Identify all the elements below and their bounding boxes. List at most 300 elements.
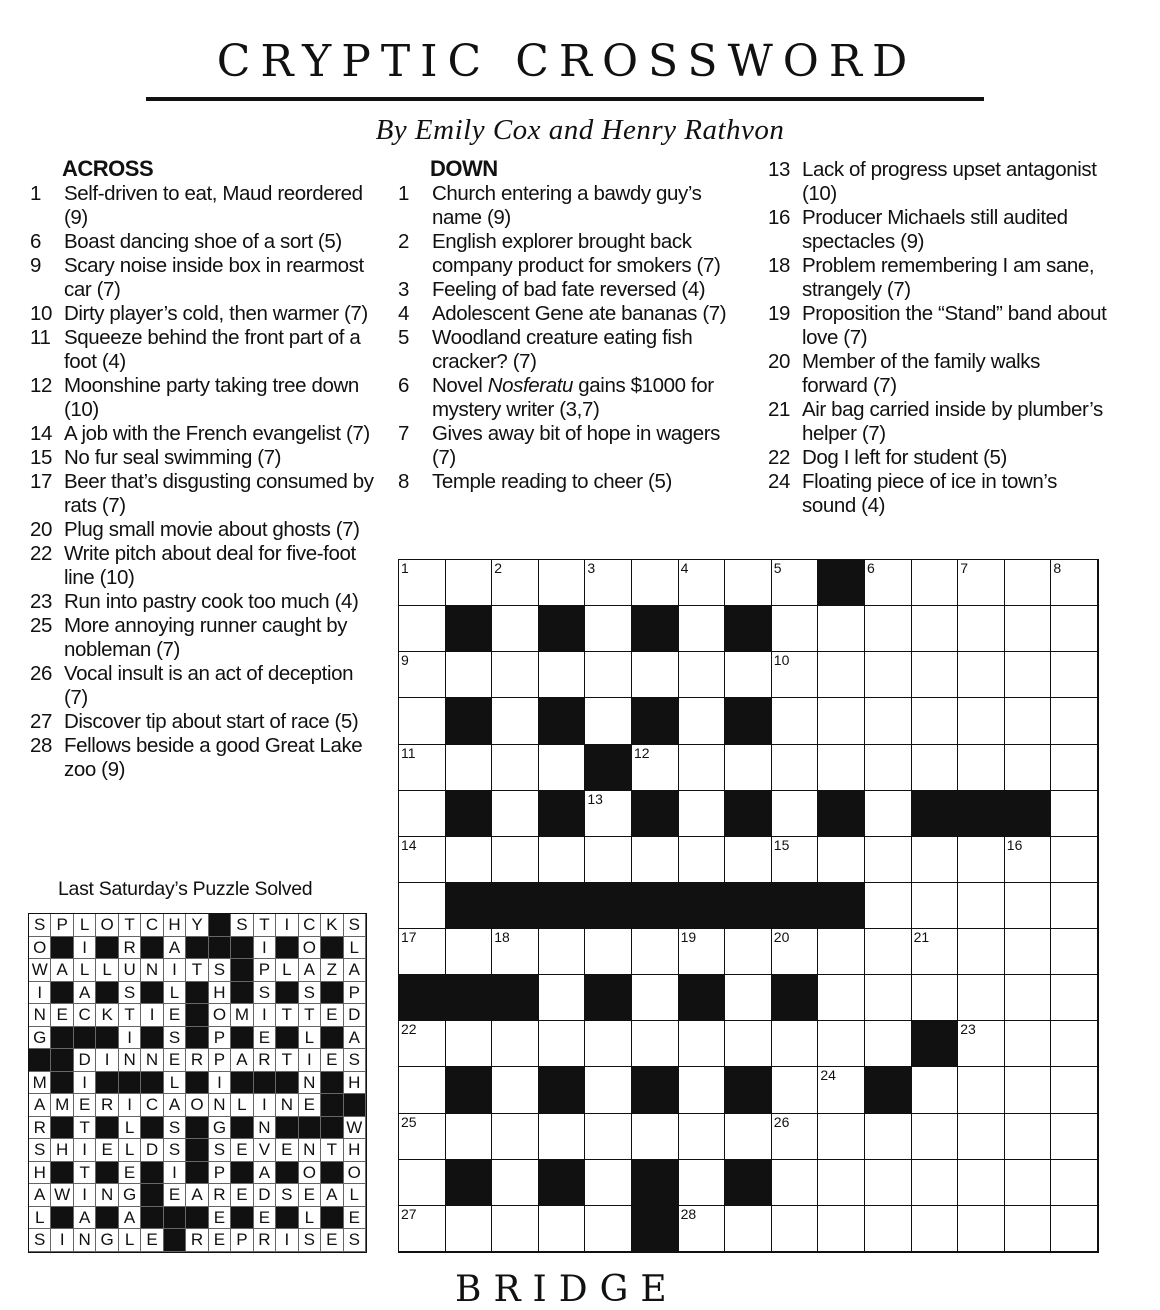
- grid-cell[interactable]: [446, 837, 493, 883]
- grid-cell[interactable]: [912, 1206, 959, 1252]
- down-clues: [398, 182, 738, 494]
- grid-cell[interactable]: [539, 1021, 586, 1067]
- grid-cell[interactable]: [399, 606, 446, 652]
- grid-cell[interactable]: [958, 975, 1005, 1021]
- grid-cell[interactable]: [818, 929, 865, 975]
- grid-cell[interactable]: [679, 1021, 726, 1067]
- solved-letter: A: [299, 959, 321, 982]
- byline: By Emily Cox and Henry Rathvon: [375, 114, 785, 146]
- grid-cell[interactable]: [446, 929, 493, 975]
- grid-cell[interactable]: [1005, 745, 1052, 791]
- solved-letter: L: [119, 1229, 141, 1252]
- solved-letter: O: [299, 937, 321, 960]
- grid-cell[interactable]: [865, 1206, 912, 1252]
- solved-letter: E: [141, 1229, 163, 1252]
- grid-cell[interactable]: [725, 652, 772, 698]
- grid-cell[interactable]: [865, 1114, 912, 1160]
- grid-cell[interactable]: [585, 1206, 632, 1252]
- grid-cell[interactable]: [446, 1206, 493, 1252]
- solved-letter: A: [231, 1049, 253, 1072]
- grid-cell[interactable]: [772, 560, 819, 606]
- clue-text: Beer that’s disgusting consumed by rats (7): [64, 470, 374, 517]
- grid-cell[interactable]: [1005, 1206, 1052, 1252]
- clue-text: Lack of progress upset antagonist (10): [802, 158, 1097, 205]
- grid-cell[interactable]: [1051, 1067, 1098, 1113]
- solved-block: [321, 1162, 343, 1185]
- grid-cell[interactable]: [912, 883, 959, 929]
- grid-cell[interactable]: [958, 883, 1005, 929]
- grid-cell[interactable]: [912, 560, 959, 606]
- clue-text: Fellows beside a good Great Lake zoo (9): [64, 734, 363, 781]
- solved-letter: T: [254, 914, 276, 937]
- solved-block: [141, 1184, 163, 1207]
- clue-item: [398, 470, 738, 494]
- grid-cell[interactable]: [958, 1114, 1005, 1160]
- solved-letter: W: [51, 1184, 73, 1207]
- grid-cell[interactable]: [679, 698, 726, 744]
- grid-cell[interactable]: [958, 1206, 1005, 1252]
- grid-cell[interactable]: [1051, 791, 1098, 837]
- grid-cell[interactable]: [818, 606, 865, 652]
- clue-item: [768, 350, 1108, 398]
- clue-item: [30, 470, 375, 518]
- clue-text: Vocal insult is an act of deception (7): [64, 662, 354, 709]
- grid-cell[interactable]: [1051, 975, 1098, 1021]
- solved-block: [51, 1072, 73, 1095]
- grid-cell[interactable]: [399, 1021, 446, 1067]
- solved-letter: O: [209, 1004, 231, 1027]
- solved-block: [96, 1072, 118, 1095]
- grid-cell[interactable]: [865, 606, 912, 652]
- grid-cell[interactable]: [446, 1114, 493, 1160]
- grid-cell[interactable]: [772, 1206, 819, 1252]
- cell-number: 28: [680, 1205, 697, 1222]
- grid-cell[interactable]: [865, 652, 912, 698]
- grid-block: [725, 1160, 772, 1206]
- grid-cell[interactable]: [492, 560, 539, 606]
- grid-cell[interactable]: [725, 1021, 772, 1067]
- grid-cell[interactable]: [585, 1067, 632, 1113]
- clue-text: Air bag carried inside by plumber’s helper (7): [802, 398, 1103, 445]
- solved-letter: S: [119, 982, 141, 1005]
- grid-cell[interactable]: [958, 929, 1005, 975]
- cell-number: 27: [401, 1205, 417, 1222]
- grid-cell[interactable]: [772, 837, 819, 883]
- grid-cell[interactable]: [539, 929, 586, 975]
- solved-letter: T: [276, 1049, 298, 1072]
- grid-cell[interactable]: [492, 929, 539, 975]
- solved-block: [276, 1027, 298, 1050]
- solved-letter: K: [96, 1004, 118, 1027]
- grid-block: [632, 791, 679, 837]
- solved-block: [96, 1027, 118, 1050]
- grid-cell[interactable]: [818, 698, 865, 744]
- solved-letter: N: [299, 1139, 321, 1162]
- solved-letter: E: [344, 1207, 366, 1230]
- clue-text: A job with the French evangelist (7): [64, 422, 370, 445]
- clue-item: [30, 734, 375, 782]
- grid-cell[interactable]: [958, 606, 1005, 652]
- clue-item: [30, 446, 375, 470]
- grid-cell[interactable]: [772, 1021, 819, 1067]
- solved-letter: L: [164, 982, 186, 1005]
- grid-block: [632, 1206, 679, 1252]
- grid-cell[interactable]: [912, 929, 959, 975]
- clue-number: 9: [30, 254, 42, 277]
- grid-cell[interactable]: [865, 929, 912, 975]
- grid-cell[interactable]: [912, 1114, 959, 1160]
- grid-block: [492, 883, 539, 929]
- grid-cell[interactable]: [1005, 698, 1052, 744]
- solved-letter: S: [299, 1229, 321, 1252]
- solved-letter: I: [74, 1184, 96, 1207]
- grid-cell[interactable]: [958, 1160, 1005, 1206]
- grid-cell[interactable]: [1005, 837, 1052, 883]
- grid-cell[interactable]: [772, 606, 819, 652]
- solved-letter: O: [29, 937, 51, 960]
- grid-cell[interactable]: [446, 745, 493, 791]
- grid-cell[interactable]: [865, 791, 912, 837]
- solved-block: [254, 1072, 276, 1095]
- grid-cell[interactable]: [865, 1160, 912, 1206]
- grid-cell[interactable]: [1051, 1114, 1098, 1160]
- grid-cell[interactable]: [399, 698, 446, 744]
- grid-cell[interactable]: [679, 652, 726, 698]
- grid-cell[interactable]: [492, 606, 539, 652]
- clue-number: 20: [768, 350, 791, 373]
- grid-cell[interactable]: [865, 1021, 912, 1067]
- clue-text: Self-driven to eat, Maud reordered (9): [64, 182, 363, 229]
- grid-cell[interactable]: [492, 698, 539, 744]
- grid-cell[interactable]: [772, 745, 819, 791]
- grid-cell[interactable]: [912, 1160, 959, 1206]
- grid-cell[interactable]: [865, 975, 912, 1021]
- grid-cell[interactable]: [958, 745, 1005, 791]
- grid-cell[interactable]: [912, 652, 959, 698]
- grid-cell[interactable]: [399, 1206, 446, 1252]
- clue-item: [768, 158, 1108, 206]
- grid-cell[interactable]: [912, 606, 959, 652]
- grid-cell[interactable]: [585, 560, 632, 606]
- grid-cell[interactable]: [725, 1206, 772, 1252]
- grid-cell[interactable]: [1005, 929, 1052, 975]
- solved-block: [51, 1207, 73, 1230]
- grid-block: [446, 791, 493, 837]
- grid-cell[interactable]: [539, 975, 586, 1021]
- grid-cell[interactable]: [679, 1206, 726, 1252]
- grid-cell[interactable]: [772, 1114, 819, 1160]
- grid-cell[interactable]: [725, 975, 772, 1021]
- grid-cell[interactable]: [1005, 1114, 1052, 1160]
- crossword-grid[interactable]: [398, 559, 1099, 1253]
- grid-cell[interactable]: [492, 837, 539, 883]
- grid-cell[interactable]: [912, 745, 959, 791]
- grid-cell[interactable]: [1005, 883, 1052, 929]
- solved-letter: N: [29, 1004, 51, 1027]
- solved-letter: I: [74, 1072, 96, 1095]
- grid-cell[interactable]: [1051, 929, 1098, 975]
- grid-cell[interactable]: [679, 560, 726, 606]
- grid-cell[interactable]: [492, 652, 539, 698]
- grid-cell[interactable]: [446, 560, 493, 606]
- grid-cell[interactable]: [585, 652, 632, 698]
- grid-cell[interactable]: [492, 791, 539, 837]
- grid-cell[interactable]: [1051, 837, 1098, 883]
- grid-cell[interactable]: [958, 698, 1005, 744]
- grid-cell[interactable]: [492, 1160, 539, 1206]
- grid-cell[interactable]: [399, 745, 446, 791]
- grid-cell[interactable]: [1051, 883, 1098, 929]
- grid-cell[interactable]: [632, 745, 679, 791]
- solved-letter: I: [96, 1049, 118, 1072]
- grid-cell[interactable]: [585, 1021, 632, 1067]
- grid-cell[interactable]: [679, 1160, 726, 1206]
- cell-number: 4: [680, 560, 689, 576]
- clue-number: 8: [398, 470, 410, 493]
- grid-cell[interactable]: [865, 837, 912, 883]
- grid-cell[interactable]: [958, 1067, 1005, 1113]
- grid-cell[interactable]: [1051, 652, 1098, 698]
- solved-letter: P: [209, 1049, 231, 1072]
- grid-cell[interactable]: [1051, 1021, 1098, 1067]
- grid-cell[interactable]: [585, 1160, 632, 1206]
- grid-cell[interactable]: [865, 560, 912, 606]
- grid-block: [539, 883, 586, 929]
- grid-cell[interactable]: [1005, 1160, 1052, 1206]
- cell-number: 17: [401, 929, 417, 946]
- clue-text: Boast dancing shoe of a sort (5): [64, 230, 342, 253]
- grid-cell[interactable]: [1051, 698, 1098, 744]
- clue-text: Woodland creature eating fish cracker? (7): [432, 326, 693, 373]
- clue-number: 7: [398, 422, 410, 445]
- clue-item: [30, 590, 375, 614]
- grid-cell[interactable]: [865, 698, 912, 744]
- grid-cell[interactable]: [632, 837, 679, 883]
- solved-block: [29, 1049, 51, 1072]
- solved-letter: L: [96, 959, 118, 982]
- grid-cell[interactable]: [725, 560, 772, 606]
- solved-letter: L: [299, 1027, 321, 1050]
- clue-text: Floating piece of ice in town’s sound (4): [802, 470, 1058, 517]
- clue-text: Adolescent Gene ate bananas (7): [432, 302, 727, 325]
- solved-block: [141, 1027, 163, 1050]
- cell-number: 11: [401, 744, 416, 761]
- grid-cell[interactable]: [772, 652, 819, 698]
- solved-letter: T: [276, 1004, 298, 1027]
- solved-letter: I: [29, 982, 51, 1005]
- grid-cell[interactable]: [772, 698, 819, 744]
- solved-letter: L: [29, 1207, 51, 1230]
- grid-cell[interactable]: [539, 1114, 586, 1160]
- grid-cell[interactable]: [1051, 1206, 1098, 1252]
- cell-number: 6: [867, 560, 875, 576]
- grid-cell[interactable]: [632, 929, 679, 975]
- grid-cell[interactable]: [818, 837, 865, 883]
- solved-letter: E: [209, 1207, 231, 1230]
- grid-cell[interactable]: [679, 745, 726, 791]
- grid-cell[interactable]: [958, 560, 1005, 606]
- solved-letter: W: [344, 1117, 366, 1140]
- grid-cell[interactable]: [865, 745, 912, 791]
- grid-cell[interactable]: [818, 652, 865, 698]
- grid-cell[interactable]: [679, 929, 726, 975]
- grid-block: [632, 883, 679, 929]
- grid-cell[interactable]: [492, 1021, 539, 1067]
- grid-block: [772, 883, 819, 929]
- grid-cell[interactable]: [539, 837, 586, 883]
- clue-text: Gives away bit of hope in wagers (7): [432, 422, 721, 469]
- solved-letter: I: [164, 959, 186, 982]
- grid-cell[interactable]: [399, 1160, 446, 1206]
- grid-block: [632, 606, 679, 652]
- grid-cell[interactable]: [399, 883, 446, 929]
- grid-cell[interactable]: [679, 791, 726, 837]
- grid-cell[interactable]: [399, 929, 446, 975]
- solved-letter: E: [254, 1207, 276, 1230]
- solved-letter: C: [141, 1094, 163, 1117]
- grid-cell[interactable]: [725, 745, 772, 791]
- grid-cell[interactable]: [632, 652, 679, 698]
- grid-cell[interactable]: [818, 1160, 865, 1206]
- grid-cell[interactable]: [446, 652, 493, 698]
- grid-cell[interactable]: [912, 837, 959, 883]
- grid-cell[interactable]: [912, 975, 959, 1021]
- grid-cell[interactable]: [772, 1160, 819, 1206]
- solved-letter: S: [164, 1027, 186, 1050]
- grid-cell[interactable]: [585, 837, 632, 883]
- grid-block: [539, 791, 586, 837]
- cell-number: 9: [401, 652, 409, 669]
- solved-letter: E: [96, 1139, 118, 1162]
- grid-cell[interactable]: [725, 929, 772, 975]
- solved-letter: L: [119, 1117, 141, 1140]
- grid-cell[interactable]: [492, 1206, 539, 1252]
- grid-cell[interactable]: [1051, 745, 1098, 791]
- grid-cell[interactable]: [399, 1067, 446, 1113]
- grid-cell[interactable]: [492, 745, 539, 791]
- grid-cell[interactable]: [632, 1114, 679, 1160]
- grid-cell[interactable]: [585, 929, 632, 975]
- grid-cell[interactable]: [818, 1067, 865, 1113]
- grid-cell[interactable]: [1005, 560, 1052, 606]
- grid-cell[interactable]: [399, 1114, 446, 1160]
- solved-letter: L: [164, 1072, 186, 1095]
- grid-cell[interactable]: [679, 606, 726, 652]
- solved-letter: N: [96, 1184, 118, 1207]
- clue-item: [398, 182, 738, 230]
- grid-cell[interactable]: [539, 745, 586, 791]
- grid-cell[interactable]: [679, 1114, 726, 1160]
- grid-cell[interactable]: [1005, 1021, 1052, 1067]
- grid-cell[interactable]: [725, 1114, 772, 1160]
- solved-block: [321, 937, 343, 960]
- grid-cell[interactable]: [679, 1067, 726, 1113]
- solved-letter: L: [74, 959, 96, 982]
- grid-cell[interactable]: [399, 791, 446, 837]
- grid-cell[interactable]: [772, 1067, 819, 1113]
- grid-cell[interactable]: [1005, 975, 1052, 1021]
- grid-cell[interactable]: [399, 560, 446, 606]
- clue-number: 1: [398, 182, 410, 205]
- grid-cell[interactable]: [725, 837, 772, 883]
- grid-cell[interactable]: [632, 975, 679, 1021]
- solved-letter: G: [96, 1229, 118, 1252]
- grid-cell[interactable]: [912, 698, 959, 744]
- solved-letter: A: [254, 1162, 276, 1185]
- grid-cell[interactable]: [492, 1114, 539, 1160]
- grid-cell[interactable]: [632, 1021, 679, 1067]
- grid-cell[interactable]: [1051, 560, 1098, 606]
- grid-cell[interactable]: [818, 975, 865, 1021]
- grid-cell[interactable]: [679, 837, 726, 883]
- solved-block: [96, 982, 118, 1005]
- grid-cell[interactable]: [958, 1021, 1005, 1067]
- cell-number: 22: [401, 1021, 417, 1038]
- grid-cell[interactable]: [399, 652, 446, 698]
- cell-number: 19: [680, 929, 697, 946]
- clue-text: Moonshine party taking tree down (10): [64, 374, 359, 421]
- grid-cell[interactable]: [772, 929, 819, 975]
- grid-cell[interactable]: [1051, 1160, 1098, 1206]
- grid-cell[interactable]: [585, 1114, 632, 1160]
- grid-cell[interactable]: [1051, 606, 1098, 652]
- grid-cell[interactable]: [1005, 1067, 1052, 1113]
- solved-letter: I: [141, 1004, 163, 1027]
- grid-block: [446, 1160, 493, 1206]
- grid-cell[interactable]: [818, 1021, 865, 1067]
- grid-cell[interactable]: [446, 1021, 493, 1067]
- clue-text: Problem remembering I am sane, strangely (7): [802, 254, 1095, 301]
- grid-cell[interactable]: [585, 791, 632, 837]
- solved-puzzle-grid: [28, 913, 367, 1253]
- grid-cell[interactable]: [958, 837, 1005, 883]
- grid-cell[interactable]: [818, 1114, 865, 1160]
- grid-cell[interactable]: [1005, 606, 1052, 652]
- grid-cell[interactable]: [818, 1206, 865, 1252]
- solved-block: [186, 1207, 208, 1230]
- grid-cell[interactable]: [772, 791, 819, 837]
- grid-cell[interactable]: [818, 745, 865, 791]
- grid-cell[interactable]: [1005, 652, 1052, 698]
- grid-cell[interactable]: [539, 652, 586, 698]
- grid-cell[interactable]: [539, 1206, 586, 1252]
- grid-block: [725, 1067, 772, 1113]
- cell-number: 21: [913, 929, 930, 946]
- clue-number: 24: [768, 470, 791, 493]
- solved-letter: E: [254, 1027, 276, 1050]
- solved-block: [321, 1117, 343, 1140]
- grid-cell[interactable]: [958, 652, 1005, 698]
- grid-cell[interactable]: [865, 883, 912, 929]
- grid-cell[interactable]: [492, 1067, 539, 1113]
- grid-cell[interactable]: [912, 1067, 959, 1113]
- cell-number: 14: [401, 836, 417, 853]
- grid-cell[interactable]: [399, 837, 446, 883]
- grid-cell[interactable]: [539, 560, 586, 606]
- clue-item: [30, 518, 375, 542]
- grid-cell[interactable]: [585, 606, 632, 652]
- solved-letter: S: [276, 1184, 298, 1207]
- solved-block: [276, 1117, 298, 1140]
- grid-cell[interactable]: [585, 698, 632, 744]
- solved-block: [186, 1162, 208, 1185]
- solved-letter: I: [74, 1139, 96, 1162]
- solved-block: [276, 1207, 298, 1230]
- grid-cell[interactable]: [632, 560, 679, 606]
- solved-letter: A: [186, 1184, 208, 1207]
- solved-letter: D: [344, 1004, 366, 1027]
- solved-letter: I: [276, 1229, 298, 1252]
